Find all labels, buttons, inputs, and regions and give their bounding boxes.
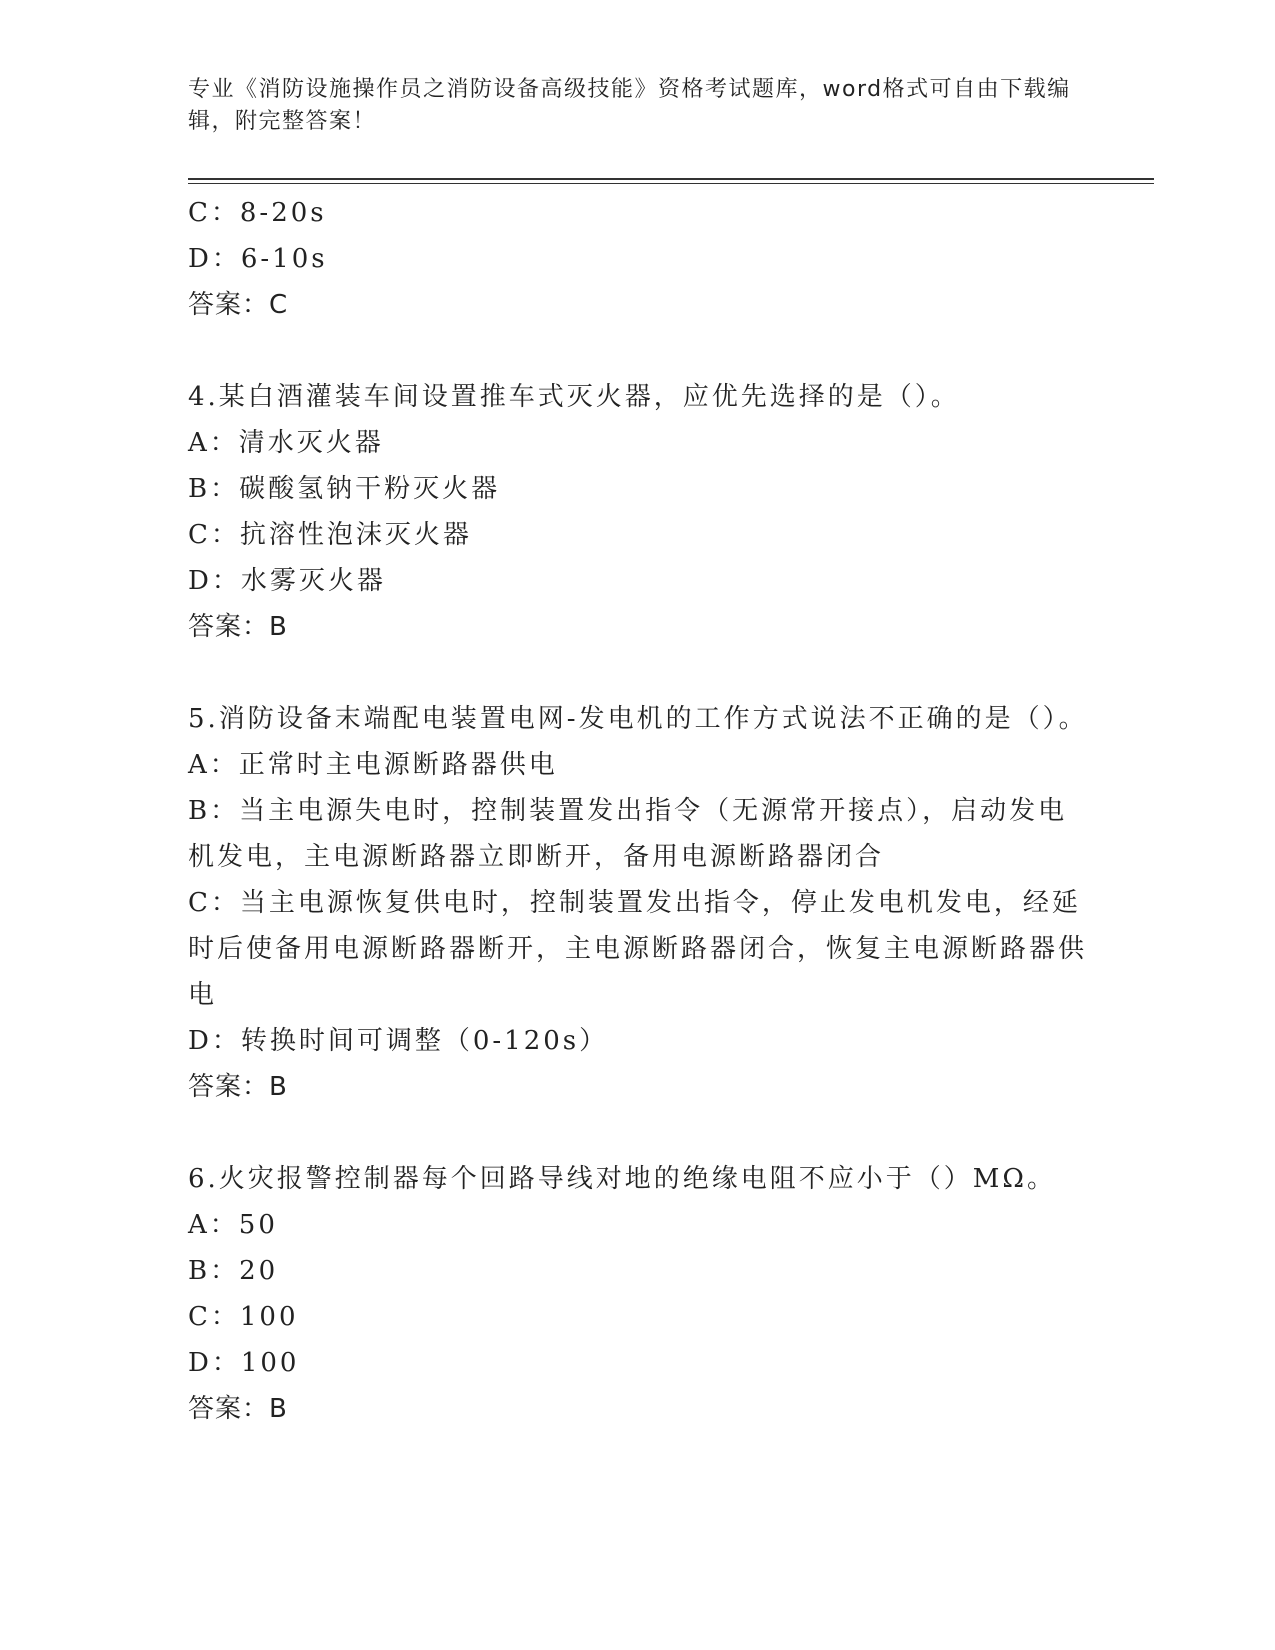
option-d: D：水雾灭火器	[188, 566, 386, 596]
option-c: C：抗溶性泡沫灭火器	[188, 520, 472, 550]
document-body	[188, 190, 1088, 1432]
question-stem: 6.火灾报警控制器每个回路导线对地的绝缘电阻不应小于（）MΩ。	[188, 1164, 1056, 1194]
option-c: C：当主电源恢复供电时，控制装置发出指令，停止发电机发电，经延时后使备用电源断路器断开，主电源断路器闭合，恢复主电源断路器供电	[188, 888, 1088, 1010]
option-a: A：正常时主电源断路器供电	[188, 750, 558, 780]
question-stem: 4.某白酒灌装车间设置推车式灭火器，应优先选择的是（）。	[188, 382, 960, 412]
question-4	[188, 374, 1088, 650]
option-d: D：转换时间可调整（0-120s）	[188, 1026, 609, 1056]
answer-line: 答案：B	[188, 1072, 288, 1102]
spacer	[188, 650, 1088, 696]
option-a: A：清水灭火器	[188, 428, 384, 458]
option-c: C：8-20s	[188, 198, 327, 228]
option-b: B：碳酸氢钠干粉灭火器	[188, 474, 501, 504]
answer-line: 答案：B	[188, 612, 288, 642]
spacer	[188, 1110, 1088, 1156]
question-5	[188, 696, 1088, 1110]
question-6	[188, 1156, 1088, 1432]
option-b: B：20	[188, 1256, 279, 1286]
option-b: B：当主电源失电时，控制装置发出指令（无源常开接点），启动发电机发电，主电源断路器立即断开，备用电源断路器闭合	[188, 796, 1068, 872]
option-c: C：100	[188, 1302, 299, 1332]
answer-line: 答案：C	[188, 290, 289, 320]
option-d: D：6-10s	[188, 244, 328, 274]
answer-line: 答案：B	[188, 1394, 288, 1424]
option-a: A：50	[188, 1210, 278, 1240]
header-divider	[188, 178, 1154, 184]
spacer	[188, 328, 1088, 374]
question-stem: 5.消防设备末端配电装置电网-发电机的工作方式说法不正确的是（）。	[188, 704, 1088, 734]
document-header: 专业《消防设施操作员之消防设备高级技能》资格考试题库，word格式可自由下载编辑，附完整答案！	[188, 77, 1071, 134]
option-d: D：100	[188, 1348, 300, 1378]
